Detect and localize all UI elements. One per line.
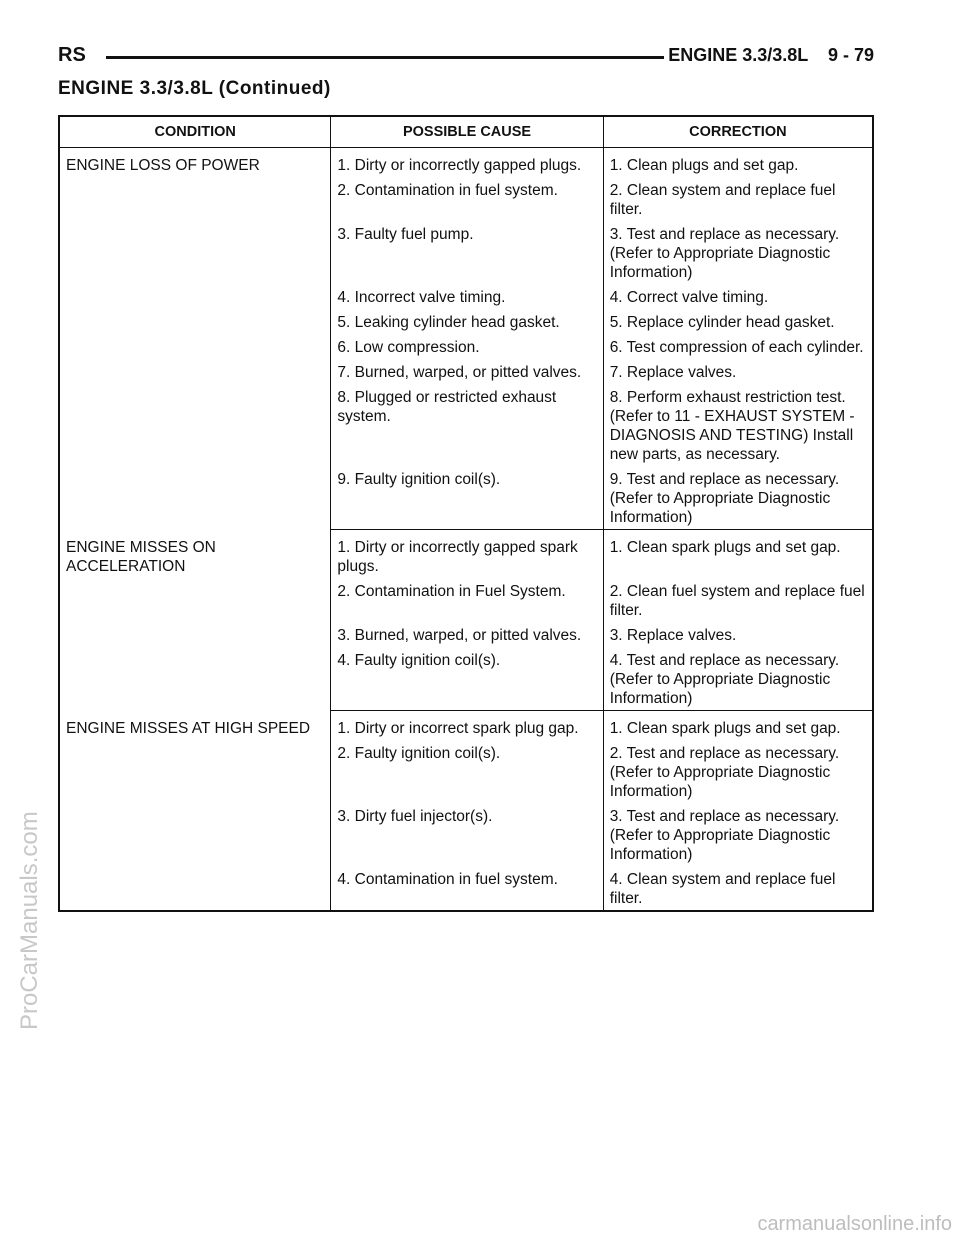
possible-cause-cell: 2. Contamination in Fuel System. (331, 579, 603, 623)
table-row (59, 530, 873, 580)
correction-cell: 4. Clean system and replace fuel filter. (603, 867, 873, 911)
correction-cell: 9. Test and replace as necessary. (Refer to Appropriate Diagnostic Information) (603, 467, 873, 530)
correction-cell: 4. Test and replace as necessary. (Refer to Appropriate Diagnostic Information) (603, 648, 873, 711)
header-section-code: RS (58, 44, 86, 66)
possible-cause-cell: 1. Dirty or incorrect spark plug gap. (331, 711, 603, 742)
section-title: ENGINE 3.3/3.8L (Continued) (58, 78, 331, 99)
correction-cell: 3. Replace valves. (609, 627, 737, 644)
header-rule (106, 56, 664, 59)
correction-cell: 1. Clean plugs and set gap. (609, 157, 799, 174)
table-row (59, 711, 873, 742)
possible-cause-cell: 4. Contamination in fuel system. (331, 867, 603, 911)
correction-cell: 1. Clean spark plugs and set gap. (609, 539, 841, 556)
column-header-correction: CORRECTION (603, 116, 873, 148)
table-body (59, 148, 873, 912)
possible-cause-cell: 4. Faulty ignition coil(s). (331, 648, 603, 711)
possible-cause-cell: 8. Plugged or restricted exhaust system. (331, 385, 603, 467)
correction-cell: 8. Perform exhaust restriction test. (Refer to 11 - EXHAUST SYSTEM - DIAGNOSIS AND TESTING) Install new parts, as necessary. (609, 389, 855, 463)
correction-cell: 3. Test and replace as necessary. (Refer to Appropriate Diagnostic Information) (609, 808, 840, 863)
correction-cell: 2. Test and replace as necessary. (Refer to Appropriate Diagnostic Information) (609, 745, 840, 800)
column-header-possible-cause: POSSIBLE CAUSE (331, 116, 603, 148)
column-header-condition: CONDITION (59, 116, 331, 148)
possible-cause-cell: 4. Incorrect valve timing. (331, 285, 603, 310)
footer-watermark: carmanualsonline.info (757, 1213, 952, 1235)
header-page-ref: ENGINE 3.3/3.8L 9 - 79 (668, 45, 874, 65)
possible-cause-cell: 6. Low compression. (331, 335, 603, 360)
possible-cause-cell: 3. Dirty fuel injector(s). (331, 804, 603, 867)
correction-cell: 7. Replace valves. (609, 364, 737, 381)
condition-cell: ENGINE MISSES AT HIGH SPEED (59, 711, 331, 912)
possible-cause-cell: 3. Burned, warped, or pitted valves. (331, 623, 603, 648)
correction-cell: 2. Clean fuel system and replace fuel filter. (609, 583, 865, 619)
condition-cell: ENGINE MISSES ON ACCELERATION (59, 530, 331, 711)
possible-cause-cell: 1. Dirty or incorrectly gapped spark plugs. (331, 530, 603, 580)
correction-cell: 3. Test and replace as necessary. (Refer to Appropriate Diagnostic Information) (609, 226, 840, 281)
correction-cell: 1. Clean spark plugs and set gap. (609, 720, 841, 737)
possible-cause-cell: 7. Burned, warped, or pitted valves. (331, 360, 603, 385)
correction-cell: 6. Test compression of each cylinder. (609, 339, 864, 356)
condition-cell: ENGINE LOSS OF POWER (59, 148, 331, 530)
possible-cause-cell: 2. Faulty ignition coil(s). (331, 741, 603, 804)
watermark-text: ProCarManuals.com (16, 811, 43, 1030)
table-header-row (59, 116, 873, 148)
watermark (10, 590, 50, 1030)
diagnosis-table (58, 115, 874, 912)
possible-cause-cell: 1. Dirty or incorrectly gapped plugs. (331, 148, 603, 179)
possible-cause-cell: 5. Leaking cylinder head gasket. (331, 310, 603, 335)
possible-cause-cell: 2. Contamination in fuel system. (331, 178, 603, 222)
table-row (59, 148, 873, 179)
possible-cause-cell: 3. Faulty fuel pump. (331, 222, 603, 285)
possible-cause-cell: 9. Faulty ignition coil(s). (331, 467, 603, 530)
correction-cell: 4. Correct valve timing. (609, 289, 769, 306)
correction-cell: 2. Clean system and replace fuel filter. (609, 182, 836, 218)
correction-cell: 5. Replace cylinder head gasket. (609, 314, 835, 331)
